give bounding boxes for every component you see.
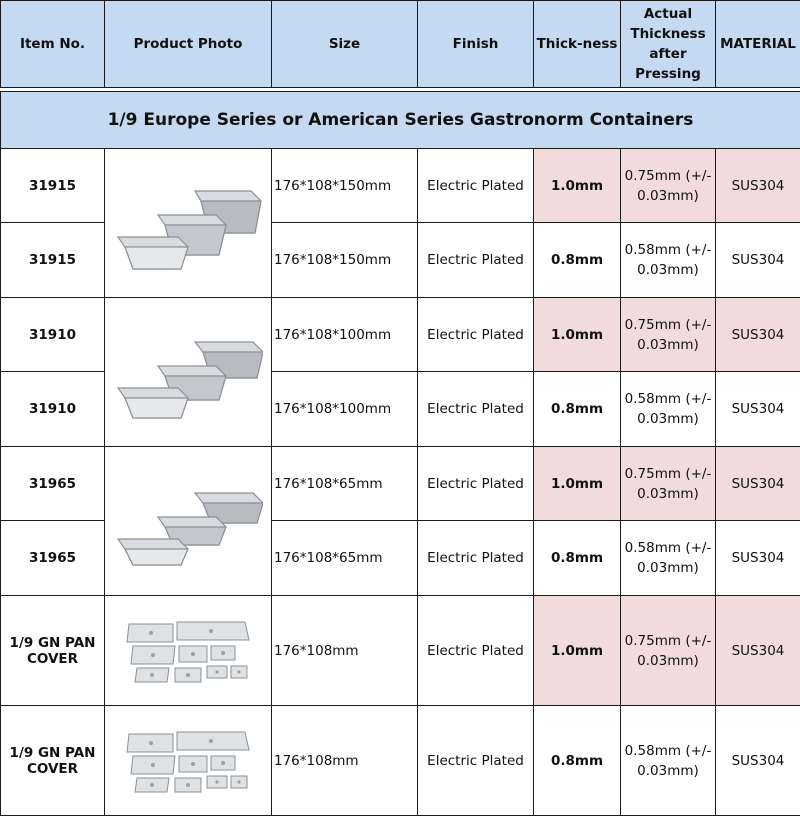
item-no-line: 1/9 GN PAN xyxy=(1,745,104,761)
size: 176*108*150mm xyxy=(272,149,418,223)
size: 176*108*150mm xyxy=(272,223,418,298)
material: SUS304 xyxy=(716,706,800,816)
table-row xyxy=(1,706,800,816)
actual-thickness xyxy=(621,372,716,447)
gn-pan-set-image xyxy=(113,322,263,422)
actual-line: 0.75mm (+/- xyxy=(621,166,715,186)
header-actual-line: Pressing xyxy=(621,64,715,84)
gn-pan-set-image xyxy=(113,471,263,571)
header-actual-line: Thickness xyxy=(621,24,715,44)
item-no-line: COVER xyxy=(1,651,104,667)
product-photo-covers xyxy=(105,706,272,816)
size: 176*108*100mm xyxy=(272,298,418,372)
actual-line: 0.58mm (+/- xyxy=(621,389,715,409)
actual-line: 0.03mm) xyxy=(621,484,715,504)
item-no xyxy=(1,596,105,706)
thickness: 1.0mm xyxy=(534,596,621,706)
finish: Electric Plated xyxy=(418,372,534,447)
header-item-no: Item No. xyxy=(1,1,105,88)
material: SUS304 xyxy=(716,149,800,223)
item-no: 31910 xyxy=(1,372,105,447)
actual-line: 0.75mm (+/- xyxy=(621,631,715,651)
gn-cover-set-image xyxy=(123,616,253,686)
header-product-photo: Product Photo xyxy=(105,1,272,88)
item-no: 31915 xyxy=(1,223,105,298)
table-row xyxy=(1,447,800,521)
thickness: 0.8mm xyxy=(534,521,621,596)
finish: Electric Plated xyxy=(418,298,534,372)
actual-line: 0.03mm) xyxy=(621,260,715,280)
actual-line: 0.58mm (+/- xyxy=(621,538,715,558)
header-finish: Finish xyxy=(418,1,534,88)
size: 176*108mm xyxy=(272,596,418,706)
header-material: MATERIAL xyxy=(716,1,800,88)
section-title-row xyxy=(1,92,800,149)
material: SUS304 xyxy=(716,223,800,298)
section-title: 1/9 Europe Series or American Series Gastronorm Containers xyxy=(1,92,800,149)
thickness: 0.8mm xyxy=(534,706,621,816)
material: SUS304 xyxy=(716,298,800,372)
thickness: 1.0mm xyxy=(534,149,621,223)
header-actual-line: Actual xyxy=(621,4,715,24)
actual-line: 0.03mm) xyxy=(621,761,715,781)
actual-line: 0.75mm (+/- xyxy=(621,315,715,335)
item-no: 31915 xyxy=(1,149,105,223)
actual-thickness xyxy=(621,596,716,706)
product-photo-covers xyxy=(105,596,272,706)
thickness: 0.8mm xyxy=(534,372,621,447)
material: SUS304 xyxy=(716,596,800,706)
gn-cover-set-image xyxy=(123,726,253,796)
size: 176*108*65mm xyxy=(272,521,418,596)
table-row xyxy=(1,596,800,706)
size: 176*108mm xyxy=(272,706,418,816)
item-no xyxy=(1,706,105,816)
actual-thickness xyxy=(621,223,716,298)
actual-line: 0.03mm) xyxy=(621,651,715,671)
item-no-line: COVER xyxy=(1,761,104,777)
actual-line: 0.03mm) xyxy=(621,186,715,206)
product-photo-pans xyxy=(105,298,272,447)
header-actual-thickness xyxy=(621,1,716,88)
finish: Electric Plated xyxy=(418,706,534,816)
item-no-line: 1/9 GN PAN xyxy=(1,635,104,651)
size: 176*108*100mm xyxy=(272,372,418,447)
finish: Electric Plated xyxy=(418,223,534,298)
header-row xyxy=(1,1,800,88)
actual-line: 0.75mm (+/- xyxy=(621,464,715,484)
product-photo-pans xyxy=(105,149,272,298)
thickness: 1.0mm xyxy=(534,447,621,521)
header-size: Size xyxy=(272,1,418,88)
material: SUS304 xyxy=(716,372,800,447)
item-no: 31910 xyxy=(1,298,105,372)
thickness: 1.0mm xyxy=(534,298,621,372)
material: SUS304 xyxy=(716,447,800,521)
finish: Electric Plated xyxy=(418,521,534,596)
table-row xyxy=(1,149,800,223)
gn-pan-set-image xyxy=(113,173,263,273)
actual-thickness xyxy=(621,298,716,372)
header-thickness: Thick-ness xyxy=(534,1,621,88)
actual-line: 0.58mm (+/- xyxy=(621,240,715,260)
actual-thickness xyxy=(621,521,716,596)
finish: Electric Plated xyxy=(418,149,534,223)
actual-line: 0.03mm) xyxy=(621,409,715,429)
finish: Electric Plated xyxy=(418,596,534,706)
actual-thickness xyxy=(621,149,716,223)
item-no: 31965 xyxy=(1,447,105,521)
product-photo-pans xyxy=(105,447,272,596)
size: 176*108*65mm xyxy=(272,447,418,521)
header-actual-line: after xyxy=(621,44,715,64)
thickness: 0.8mm xyxy=(534,223,621,298)
material: SUS304 xyxy=(716,521,800,596)
actual-line: 0.58mm (+/- xyxy=(621,741,715,761)
actual-thickness xyxy=(621,447,716,521)
finish: Electric Plated xyxy=(418,447,534,521)
item-no: 31965 xyxy=(1,521,105,596)
actual-thickness xyxy=(621,706,716,816)
actual-line: 0.03mm) xyxy=(621,558,715,578)
actual-line: 0.03mm) xyxy=(621,335,715,355)
table-row xyxy=(1,298,800,372)
